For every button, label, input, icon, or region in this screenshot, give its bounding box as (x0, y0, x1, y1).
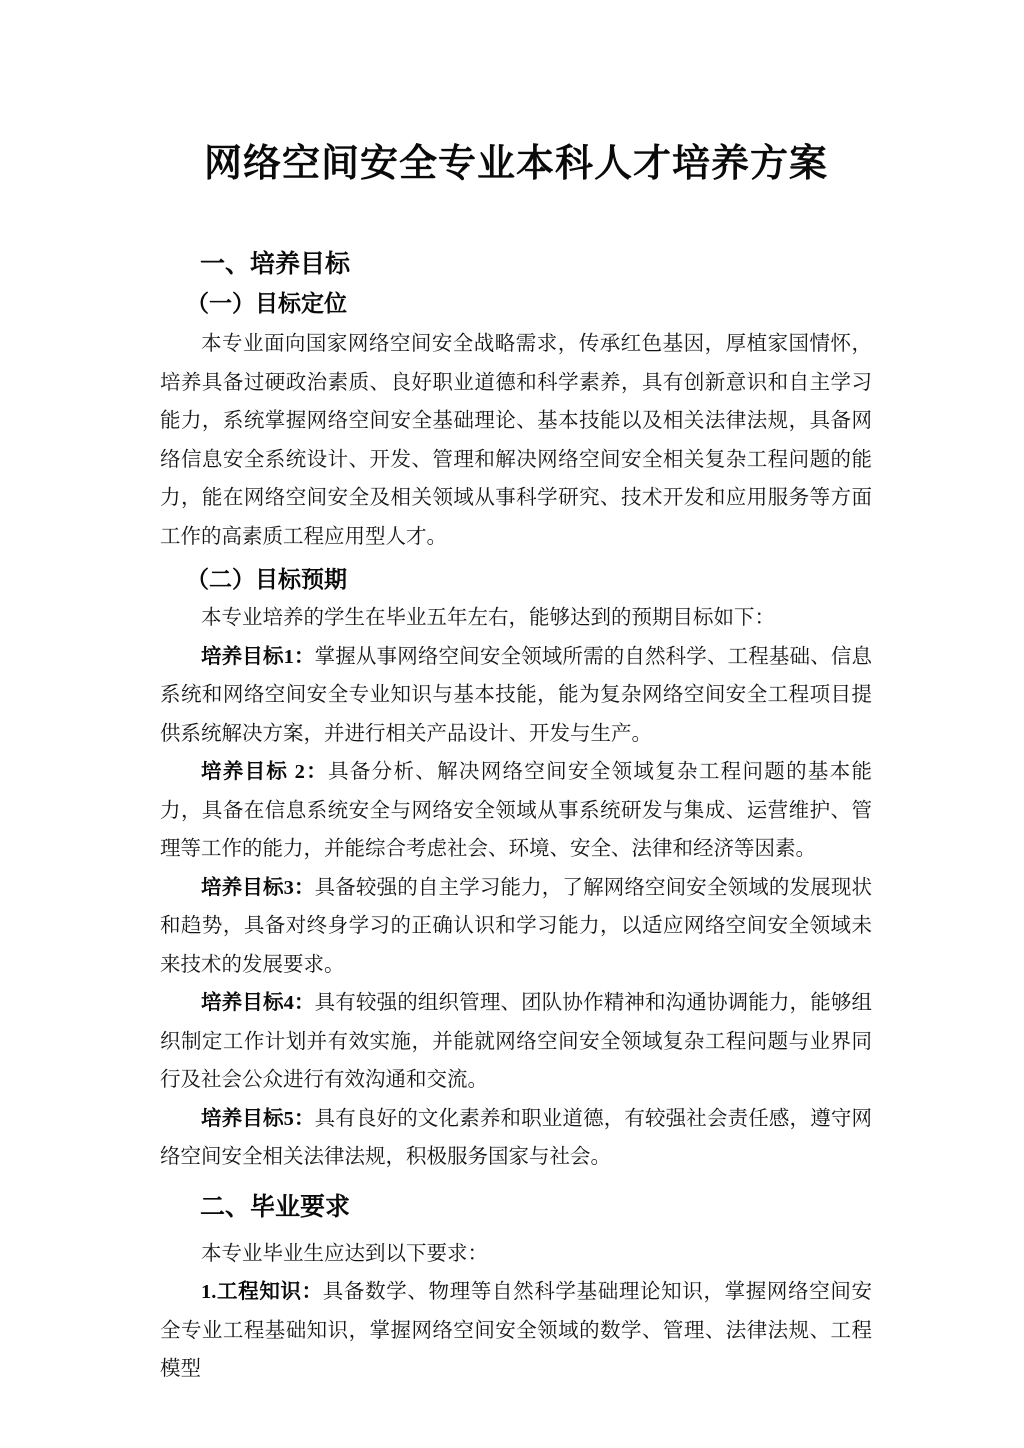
heading-sub-2-goal-expectation: （二）目标预期 (186, 566, 347, 592)
training-goal-3-label: 培养目标3： (201, 876, 315, 899)
paragraph-requirement-1-engineering-knowledge (160, 1273, 872, 1389)
paragraph-training-goal-5 (160, 1100, 872, 1177)
training-goal-2-text: 具备分析、解决网络空间安全领域复杂工程问题的基本能力，具备在信息系统安全与网络安全领域从事系统研发与集成、运营维护、管理等工作的能力，并能综合考虑社会、环境、安全、法律和经济等因素。 (160, 761, 873, 860)
paragraph-goal-positioning: 本专业面向国家网络空间安全战略需求，传承红色基因，厚植家国情怀，培养具备过硬政治素质、良好职业道德和科学素养，具有创新意识和自主学习能力，系统掌握网络空间安全基础理论、基本技能以及相关法律法规，具备网络信息安全系统设计、开发、管理和解决网络空间安全相关复杂工程问题的能力，能在网络空间安全及相关领域从事科学研究、技术开发和应用服务等方面工作的高素质工程应用型人才。 (160, 333, 872, 548)
training-goal-5-text: 具有良好的文化素养和职业道德，有较强社会责任感，遵守网络空间安全相关法律法规，积极服务国家与社会。 (160, 1107, 872, 1168)
training-goal-4-label: 培养目标4： (201, 992, 315, 1014)
training-goal-3-text: 具备较强的自主学习能力，了解网络空间安全领域的发展现状和趋势，具备对终身学习的正确认识和学习能力，以适应网络空间安全领域未来技术的发展要求。 (160, 876, 872, 976)
heading-section-1-training-goals: 一、培养目标 (200, 250, 351, 278)
paragraph-training-goal-1 (160, 638, 872, 754)
paragraph-training-goal-3 (160, 869, 872, 985)
document-title: 网络空间安全专业本科人才培养方案 (203, 143, 828, 185)
paragraph-expectation-intro: 本专业培养的学生在毕业五年左右，能够达到的预期目标如下： (201, 607, 775, 629)
training-goal-5-label: 培养目标5： (201, 1107, 315, 1130)
paragraph-training-goal-2 (160, 753, 872, 869)
paragraph-training-goal-4 (160, 984, 872, 1100)
heading-sub-1-goal-positioning: （一）目标定位 (186, 290, 347, 316)
training-goal-1-label: 培养目标1： (201, 645, 315, 668)
requirement-1-label: 1.工程知识： (201, 1281, 323, 1303)
training-goal-4-text: 具有较强的组织管理、团队协作精神和沟通协调能力，能够组织制定工作计划并有效实施，并能就网络空间安全领域复杂工程问题与业界同行及社会公众进行有效沟通和交流。 (160, 992, 872, 1091)
training-goal-2-label: 培养目标 2： (201, 761, 329, 783)
paragraph-graduation-intro: 本专业毕业生应达到以下要求： (201, 1242, 488, 1265)
requirement-1-text: 具备数学、物理等自然科学基础理论知识，掌握网络空间安全专业工程基础知识，掌握网络空间安全领域的数学、管理、法律法规、工程模型 (160, 1281, 873, 1380)
heading-section-2-graduation-requirements: 二、毕业要求 (200, 1192, 351, 1221)
training-goal-1-text: 掌握从事网络空间安全领域所需的自然科学、工程基础、信息系统和网络空间安全专业知识与基本技能，能为复杂网络空间安全工程项目提供系统解决方案，并进行相关产品设计、开发与生产。 (160, 645, 872, 745)
